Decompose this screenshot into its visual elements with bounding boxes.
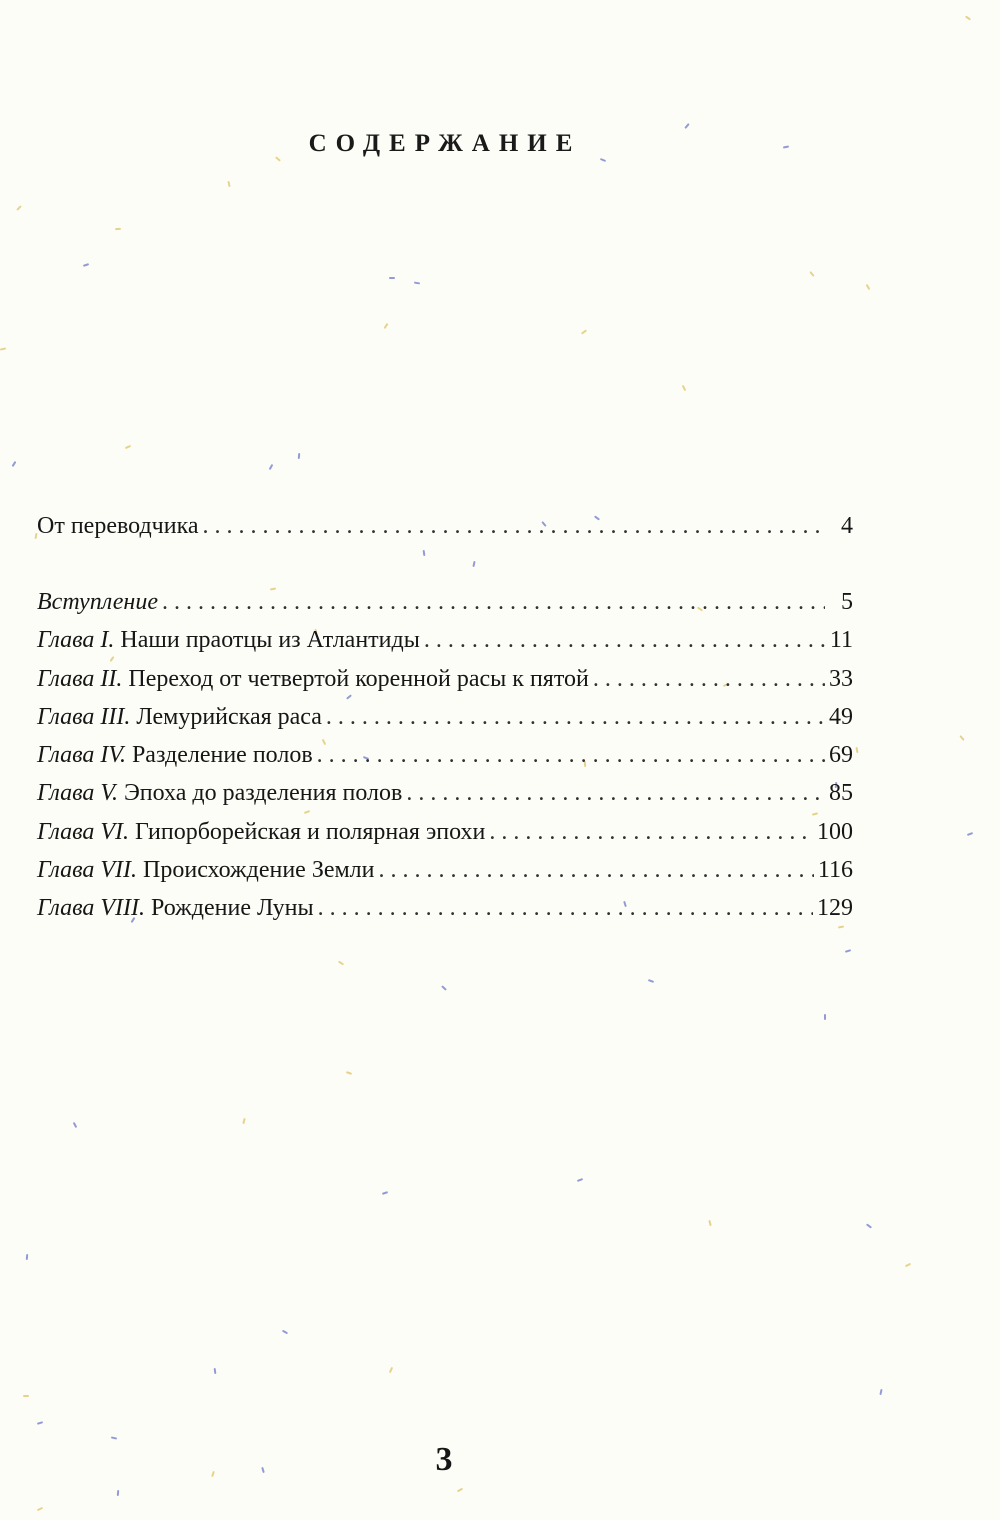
toc-entry-prefix: Глава V. [37, 780, 118, 807]
paper-fiber [824, 1014, 826, 1020]
paper-fiber [967, 832, 973, 836]
toc-entry[interactable] [37, 621, 853, 659]
paper-fiber [12, 461, 17, 467]
paper-fiber [441, 985, 447, 991]
toc-entry-prefix: Вступление [37, 589, 158, 615]
paper-fiber [125, 445, 131, 449]
toc-entry-page: 49 [829, 703, 853, 730]
paper-fiber [37, 1421, 43, 1425]
toc-chapter-list [37, 583, 853, 928]
paper-fiber [855, 747, 858, 753]
dot-leader [326, 698, 825, 736]
paper-fiber [389, 277, 395, 279]
paper-fiber [600, 158, 606, 162]
toc-preface-list [37, 507, 853, 545]
paper-fiber [83, 263, 89, 267]
toc-entry[interactable] [37, 889, 853, 927]
toc-entry-title: Наши праотцы из Атлантиды [114, 627, 420, 654]
paper-fiber [282, 1330, 288, 1335]
paper-fiber [648, 979, 654, 983]
toc-entry-prefix: Глава III. [37, 703, 131, 730]
toc-entry-prefix: Глава I. [37, 627, 115, 654]
paper-fiber [227, 181, 230, 187]
dot-leader [203, 507, 825, 545]
toc-entry[interactable] [37, 813, 853, 851]
toc-entry-prefix: Глава VI. [37, 818, 130, 845]
paper-fiber [73, 1122, 78, 1128]
paper-fiber [879, 1389, 882, 1395]
paper-fiber [117, 1490, 120, 1496]
toc-entry[interactable] [37, 774, 853, 812]
paper-fiber [211, 1471, 215, 1477]
paper-fiber [261, 1467, 265, 1473]
paper-fiber [845, 949, 851, 953]
paper-fiber [384, 323, 389, 329]
paper-fiber [346, 1071, 352, 1075]
toc-entry-page: 116 [817, 857, 853, 884]
toc-entry-title: Происхождение Земли [137, 857, 375, 884]
paper-fiber [708, 1220, 711, 1226]
toc-entry-page: 69 [829, 742, 853, 769]
toc-entry-title: Лемурийская раса [130, 703, 322, 730]
paper-fiber [809, 271, 814, 277]
paper-fiber [115, 228, 121, 231]
toc-entry-title: Разделение полов [125, 742, 313, 769]
toc-entry-title: Гипорборейская и полярная эпохи [129, 818, 486, 845]
paper-fiber [472, 561, 475, 567]
toc-entry-prefix: Глава IV. [37, 742, 126, 769]
paper-fiber [269, 464, 274, 470]
paper-fiber [298, 453, 301, 459]
paper-fiber [214, 1368, 217, 1374]
paper-fiber [16, 205, 22, 211]
paper-fiber [457, 1488, 463, 1493]
paper-fiber [581, 329, 587, 334]
toc-entry[interactable] [37, 698, 853, 736]
paper-fiber [965, 15, 971, 20]
toc-entry-page: 5 [841, 589, 853, 615]
toc-entry-prefix: Глава II. [37, 665, 123, 692]
dot-leader [317, 736, 825, 774]
toc-entry-title: Рождение Луны [145, 895, 314, 922]
toc-entry-page: 100 [817, 818, 853, 845]
paper-fiber [382, 1191, 388, 1195]
toc-entry-title: От переводчика [37, 513, 199, 539]
paper-fiber [684, 123, 689, 129]
paper-fiber [682, 385, 686, 391]
paper-fiber [389, 1367, 393, 1373]
toc-entry-title: Переход от четвертой коренной расы к пятой [122, 665, 589, 692]
dot-leader [162, 583, 825, 621]
toc-entry-page: 33 [829, 665, 853, 692]
paper-fiber [37, 1507, 43, 1511]
toc-entry[interactable] [37, 583, 853, 621]
dot-leader [379, 851, 814, 889]
toc-entry-page: 11 [829, 627, 853, 654]
toc-entry-page: 4 [841, 513, 853, 539]
toc-entry[interactable] [37, 660, 853, 698]
paper-fiber [866, 1223, 872, 1228]
dot-leader [489, 813, 813, 851]
toc-entry[interactable] [37, 736, 853, 774]
dot-leader [424, 621, 825, 659]
paper-fiber [242, 1118, 245, 1124]
paper-fiber [111, 1436, 117, 1439]
toc-entry[interactable] [37, 507, 853, 545]
paper-fiber [338, 961, 344, 966]
page-number: 3 [435, 1441, 453, 1478]
toc-entry-prefix: Глава VII. [37, 857, 138, 884]
toc-entry-page: 129 [817, 895, 853, 922]
paper-fiber [414, 282, 420, 285]
dot-leader [593, 660, 825, 698]
toc-entry-page: 85 [829, 780, 853, 807]
paper-fiber [905, 1263, 911, 1267]
toc-entry-prefix: Глава VIII. [37, 895, 146, 922]
paper-fiber [959, 735, 964, 741]
paper-fiber [0, 347, 6, 350]
page-title: СОДЕРЖАНИЕ [308, 129, 582, 157]
paper-fiber [577, 1178, 583, 1182]
paper-fiber [23, 1395, 29, 1397]
dot-leader [318, 889, 813, 927]
paper-fiber [423, 550, 426, 556]
paper-fiber [26, 1254, 29, 1260]
toc-entry[interactable] [37, 851, 853, 889]
dot-leader [406, 774, 825, 812]
paper-fiber [866, 284, 871, 290]
toc-entry-title: Эпоха до разделения полов [117, 780, 403, 807]
